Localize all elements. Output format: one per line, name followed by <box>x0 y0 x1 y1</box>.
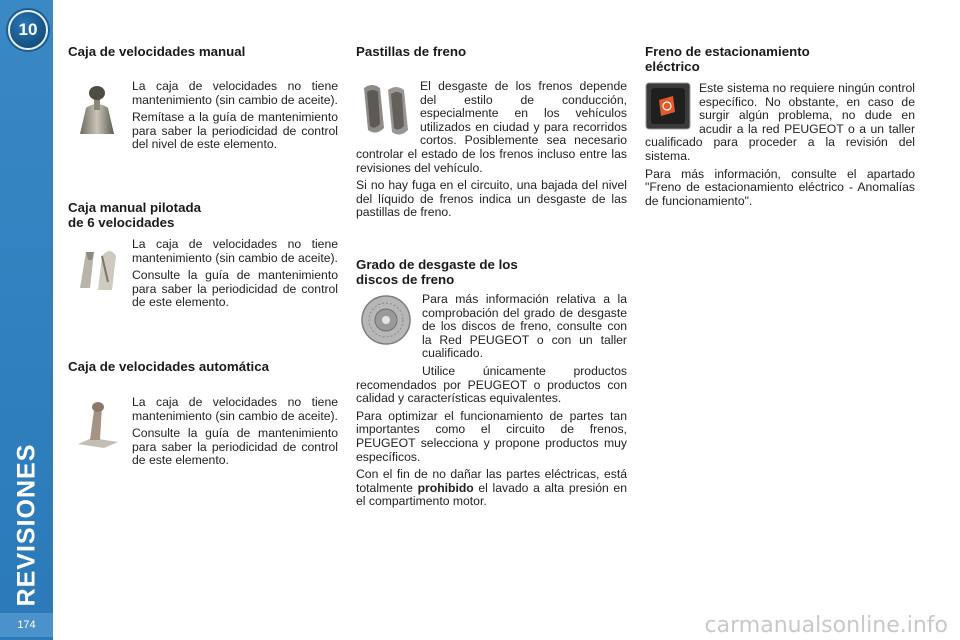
brake-pads-icon-spacer <box>356 80 420 146</box>
brake-disc-p1-text: Para más información relativa a la comprobación del grado de desgaste de los discos de freno, consulte con la Red PEUGEOT o con un taller cualificado. <box>422 292 627 361</box>
brake-disc-title-line2: discos de freno <box>356 272 455 287</box>
automatic-gearbox-p2: Consulte la guía de mantenimiento para saber la periodicidad de control de este elemento. <box>132 426 338 468</box>
parking-brake-p1 <box>645 82 915 164</box>
section-title-text: REVISIONES <box>12 443 41 607</box>
parking-brake-title-line1: Freno de estacionamiento <box>645 44 810 59</box>
parking-brake-title <box>645 44 915 74</box>
parking-brake-p2: Para más información, consulte el apartado "Freno de estacionamiento eléctrico - Anomalías de funcionamiento". <box>645 166 915 208</box>
pilotada-gearbox-p2: Consulte la guía de mantenimiento para saber la periodicidad de control de este elemento. <box>132 268 338 310</box>
automatic-gearbox-title: Caja de velocidades automática <box>68 359 270 374</box>
manual-gearbox-title: Caja de velocidades manual <box>68 44 246 59</box>
parking-brake-icon-spacer <box>645 82 699 134</box>
brake-pads-p2: Si no hay fuga en el circuito, una bajada del nivel del líquido de frenos indica un desgaste de las pastillas de freno. <box>356 178 627 220</box>
brake-disc-title-line1: Grado de desgaste de los <box>356 257 518 272</box>
parking-brake-title-line2: eléctrico <box>645 59 700 74</box>
brake-disc-p2: Utilice únicamente productos recomendados por PEUGEOT o productos con calidad y características equivalentes. <box>356 363 627 406</box>
pilotada-gearbox-p1: La caja de velocidades no tiene mantenimiento (sin cambio de aceite). <box>132 237 338 265</box>
page-number: 174 <box>0 613 53 637</box>
brake-pads-p1-text: El desgaste de los frenos depende del estilo de conducción, especialmente en los vehículos utilizados en ciudad y para recorridos cortos. Posiblemente sea necesario controlar el estado de los frenos incluso entre las revisiones del vehículo. <box>356 79 627 175</box>
brake-disc-p4-bold: prohibido <box>417 480 474 495</box>
brake-disc-p4-after: el lavado a alta presión en el compartimento motor. <box>356 480 627 509</box>
parking-brake-text <box>645 82 915 212</box>
brake-disc-p4 <box>356 468 627 509</box>
brake-disc-text <box>356 293 627 513</box>
section-title <box>2 443 52 607</box>
pilotada-gearbox-text <box>132 238 338 314</box>
parking-brake-p1-text: Este sistema no requiere ningún control específico. No obstante, en caso de surgir algún problema, no dude en acudir a la red PEUGEOT o a un taller cualificado para proceder a la revisión del sistema. <box>645 81 915 163</box>
manual-gearbox-p1: La caja de velocidades no tiene mantenimiento (sin cambio de aceite). <box>132 79 338 107</box>
gear-lever-icon <box>74 84 120 136</box>
brake-disc-icon-spacer <box>356 293 422 369</box>
brake-pads-title: Pastillas de freno <box>356 44 467 59</box>
brake-pads-text <box>356 80 627 224</box>
brake-disc-p1 <box>356 293 627 361</box>
pilotada-title-line2: de 6 velocidades <box>68 215 175 230</box>
watermark: carmanualsonline.info <box>704 613 948 638</box>
automatic-gearbox-p1: La caja de velocidades no tiene mantenimiento (sin cambio de aceite). <box>132 395 338 423</box>
automatic-selector-icon <box>72 398 122 450</box>
pilotada-gearbox-title <box>68 200 338 230</box>
pilotada-title-line1: Caja manual pilotada <box>68 200 202 215</box>
manual-gearbox-p2: Remítase a la guía de mantenimiento para saber la periodicidad de control del nivel de este elemento. <box>132 110 338 152</box>
chapter-number: 10 <box>18 20 38 39</box>
chapter-sidebar <box>0 0 53 640</box>
brake-disc-p3: Para optimizar el funcionamiento de partes tan importantes como el circuito de frenos, PEUGEOT selecciona y propone productos muy específicos. <box>356 408 627 464</box>
brake-disc-p4-before: Con el fin de no dañar las partes eléctricas, está totalmente <box>356 467 627 495</box>
automatic-gearbox-text <box>132 396 338 472</box>
chapter-badge <box>8 10 48 50</box>
brake-pads-p1 <box>356 80 627 175</box>
brake-disc-title <box>356 257 626 287</box>
paddle-shifter-icon <box>72 242 124 292</box>
manual-gearbox-text <box>132 80 338 156</box>
